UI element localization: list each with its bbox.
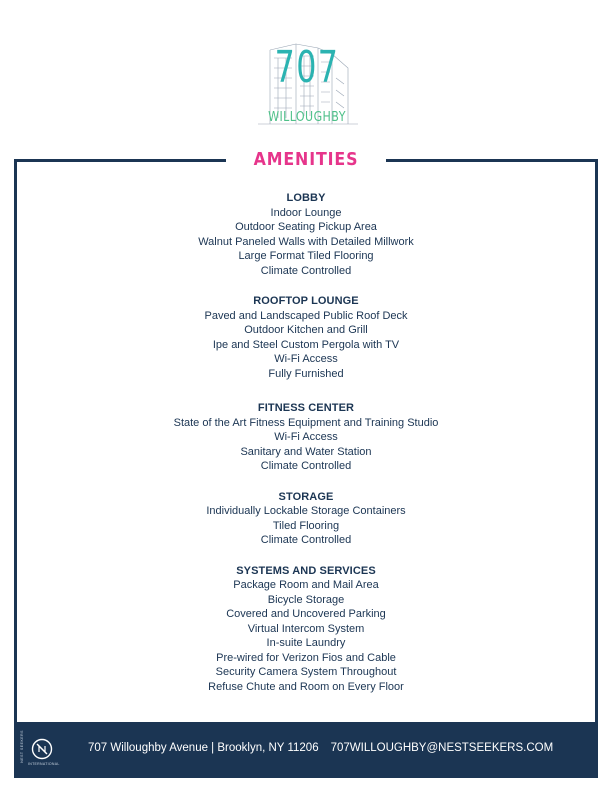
list-item: Package Room and Mail Area xyxy=(233,579,379,591)
list-item: In-suite Laundry xyxy=(266,637,346,649)
brand-small-text: INTERNATIONAL xyxy=(28,762,60,766)
list-item: Refuse Chute and Room on Every Floor xyxy=(208,680,404,693)
list-item: Outdoor Seating Pickup Area xyxy=(235,221,377,233)
list-item: Covered and Uncovered Parking xyxy=(226,608,386,620)
nest-seekers-logo-icon xyxy=(31,738,53,760)
list-item: Bicycle Storage xyxy=(267,593,345,606)
list-item: Wi-Fi Access xyxy=(274,353,338,365)
building-logo xyxy=(252,38,362,134)
list-item: Climate Controlled xyxy=(260,534,352,546)
list-item: Sanitary and Water Station xyxy=(240,445,372,458)
section-fitness-center xyxy=(0,401,612,474)
section-systems-and-services xyxy=(0,564,612,695)
section-heading: STORAGE xyxy=(278,490,334,503)
list-item: Walnut Paneled Walls with Detailed Millwork xyxy=(198,235,414,248)
list-item: Virtual Intercom System xyxy=(247,622,365,635)
footer-bar xyxy=(14,722,598,778)
list-item: Outdoor Kitchen and Grill xyxy=(244,324,368,336)
list-item: Fully Furnished xyxy=(268,367,344,380)
section-heading: LOBBY xyxy=(286,192,326,204)
list-item: Individually Lockable Storage Containers xyxy=(206,505,406,517)
logo-name: WILLOUGHBY xyxy=(268,110,346,125)
section-rooftop-lounge xyxy=(0,294,612,381)
footer-address: 707 Willoughby Avenue | Brooklyn, NY 11206 xyxy=(88,742,319,754)
list-item: Tiled Flooring xyxy=(272,519,340,532)
section-lobby xyxy=(0,191,612,278)
section-heading: SYSTEMS AND SERVICES xyxy=(236,564,376,577)
list-item: Security Camera System Throughout xyxy=(215,666,397,678)
list-item: Pre-wired for Verizon Fios and Cable xyxy=(216,651,396,664)
footer-email[interactable]: 707WILLOUGHBY@NESTSEEKERS.COM xyxy=(330,742,554,754)
list-item: Wi-Fi Access xyxy=(274,431,338,443)
footer-contact xyxy=(88,742,553,754)
list-item: Climate Controlled xyxy=(260,460,352,472)
section-heading: ROOFTOP LOUNGE xyxy=(253,295,359,307)
list-item: Ipe and Steel Custom Pergola with TV xyxy=(212,338,400,351)
list-item: Large Format Tiled Flooring xyxy=(238,250,374,262)
brand-side-text: NEST SEEKERS xyxy=(20,730,24,763)
logo-number: 707 xyxy=(274,42,340,93)
list-item: Indoor Lounge xyxy=(270,206,342,219)
list-item: State of the Art Fitness Equipment and Training Studio xyxy=(173,416,439,429)
page-title: AMENITIES xyxy=(253,149,359,170)
amenities-list xyxy=(0,191,612,710)
section-heading: FITNESS CENTER xyxy=(257,402,355,414)
list-item: Paved and Landscaped Public Roof Deck xyxy=(204,309,408,322)
section-storage xyxy=(0,490,612,548)
list-item: Climate Controlled xyxy=(260,264,352,277)
